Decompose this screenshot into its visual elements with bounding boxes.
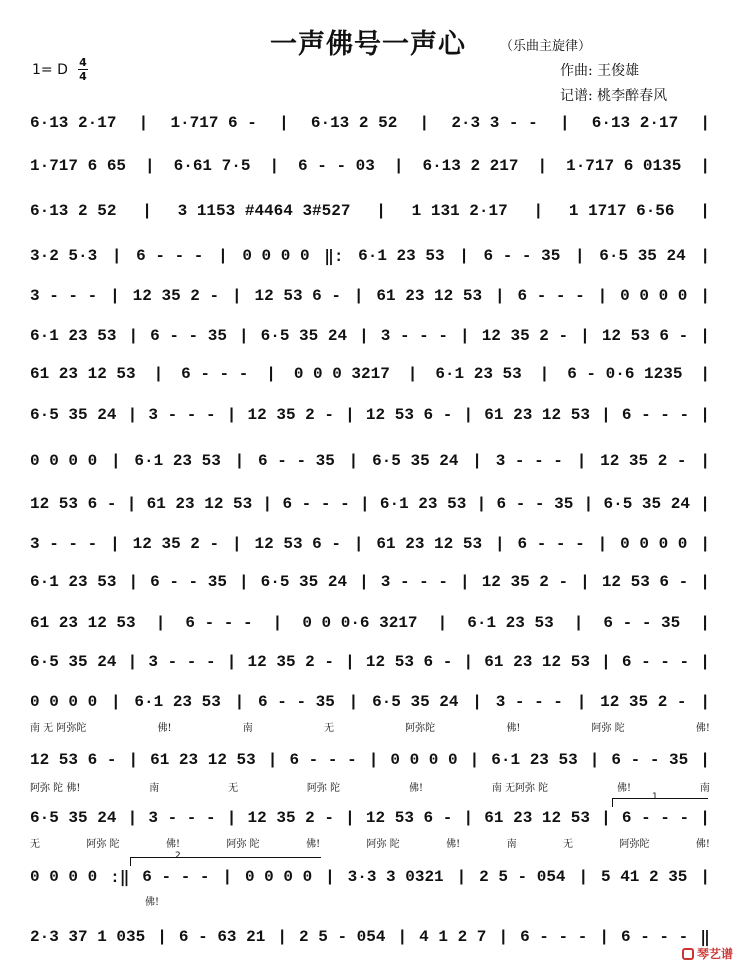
barline: | — [345, 809, 355, 827]
measure: 61 23 12 53 — [484, 809, 590, 827]
measure: 6·13 2 52 — [30, 202, 117, 220]
measure: 6·1 23 53 — [358, 247, 445, 265]
measure: 6·1 23 53 — [435, 365, 522, 383]
measure: 6·13 2·17 — [591, 114, 679, 132]
barline: :‖ — [110, 869, 130, 887]
barline: | — [700, 535, 710, 553]
score-row — [30, 404, 710, 426]
barline: | — [576, 452, 587, 470]
barline: | — [700, 287, 710, 305]
lyric-line — [30, 835, 710, 850]
barline: | — [157, 928, 167, 946]
barline: | — [325, 868, 335, 886]
measure: 6 - - - — [520, 928, 588, 946]
barline: | — [469, 751, 480, 769]
measure: 6 - - 35 — [258, 452, 335, 470]
measure: 6 - - - — [517, 287, 585, 305]
measure: 12 35 2 - — [132, 287, 220, 305]
barline: | — [700, 809, 710, 827]
measure: 61 23 12 53 — [30, 365, 136, 383]
barline: | — [234, 452, 245, 470]
barline: | — [238, 327, 249, 345]
measure: 3 - - - — [148, 406, 216, 424]
barline: | — [601, 653, 611, 671]
measure: 2·3 37 1 035 — [30, 928, 146, 946]
barline: | — [218, 247, 228, 265]
measure: 6·5 35 24 — [30, 653, 117, 671]
measure: 3·3 3 0321 — [347, 868, 444, 886]
measure: 12 53 6 - — [254, 287, 341, 305]
lyric-word: 南 — [699, 783, 710, 794]
barline: | — [128, 573, 139, 591]
barline: | — [476, 495, 487, 513]
score-row — [30, 571, 710, 593]
barline: | — [345, 653, 355, 671]
measure: 6 - - - — [621, 809, 690, 827]
transcriber-credit: 记谱: 桃李醉春风 — [560, 88, 668, 104]
barline: | — [472, 693, 482, 711]
measure: 6·1 23 53 — [134, 693, 221, 711]
barline: | — [498, 928, 509, 946]
measure: 0 0 0 0 — [30, 693, 98, 711]
measure: 12 53 6 - — [30, 495, 117, 513]
measure: 6·5 35 24 — [30, 406, 117, 424]
score-row — [30, 691, 710, 713]
barline: | — [226, 406, 237, 424]
barline: | — [578, 868, 589, 886]
time-bottom: 4 — [79, 70, 87, 83]
barline: | — [700, 614, 710, 632]
lyric-word: 南 无 阿弥陀 — [30, 723, 87, 734]
barline: | — [700, 202, 710, 220]
measure: 6 - - 35 — [483, 247, 561, 265]
barline: | — [393, 157, 404, 175]
barline: | — [573, 614, 584, 632]
barline: | — [700, 157, 710, 175]
score-row — [30, 807, 710, 829]
barline: | — [700, 327, 710, 345]
lyric-line — [145, 893, 175, 908]
barline: | — [700, 693, 710, 711]
barline: | — [700, 406, 710, 424]
lyric-word: 阿弥 陀 — [226, 839, 260, 850]
measure: 6 - - 35 — [496, 495, 574, 513]
barline: | — [368, 751, 379, 769]
barline: | — [272, 614, 283, 632]
barline: | — [142, 202, 152, 220]
measure: 3 1153 #4464 3#527 — [177, 202, 351, 220]
measure: 6 - - - — [142, 868, 210, 886]
measure: 0 0 0 0 — [620, 287, 688, 305]
measure: 6·1 23 53 — [379, 495, 467, 513]
volta-bracket-2 — [130, 857, 321, 866]
lyric-word: 无 — [228, 783, 239, 794]
time-signature — [78, 57, 88, 82]
barline: | — [269, 157, 280, 175]
measure: 6 - - - — [621, 406, 690, 424]
barline: | — [494, 287, 505, 305]
lyric-word: 佛! — [408, 783, 423, 794]
barline: | — [537, 157, 548, 175]
barline: | — [110, 287, 120, 305]
barline: | — [419, 114, 430, 132]
volta-label-1: 1 — [652, 792, 658, 802]
score-row — [30, 493, 710, 515]
lyric-word: 无 — [30, 839, 40, 850]
barline: | — [700, 573, 710, 591]
score-row — [30, 112, 710, 134]
barline: | — [262, 495, 273, 513]
score-row — [30, 450, 710, 472]
score-row — [30, 285, 710, 307]
measure: 3 - - - — [30, 535, 98, 553]
measure: 6 - - - — [621, 653, 690, 671]
measure: 6·1 23 53 — [30, 327, 117, 345]
score-row — [30, 245, 710, 267]
lyric-word: 阿弥 陀 佛! — [30, 783, 81, 794]
measure: 12 35 2 - — [481, 573, 569, 591]
measure: 6 - - 35 — [150, 327, 227, 345]
barline: | — [359, 495, 370, 513]
measure: 0 0 0 0 — [390, 751, 458, 769]
measure: 6·5 35 24 — [260, 573, 348, 591]
barline: | — [460, 573, 470, 591]
barline: | — [601, 406, 611, 424]
score-row — [30, 749, 710, 771]
measure: 12 53 6 - — [365, 809, 453, 827]
barline: | — [353, 287, 364, 305]
lyric-word: 阿弥陀 — [619, 839, 650, 850]
barline: ‖ — [700, 929, 710, 947]
key-signature: 1= D — [32, 62, 68, 78]
lyric-word: 阿弥 陀 — [591, 723, 625, 734]
measure: 2 5 - 054 — [299, 928, 386, 946]
barline: | — [128, 327, 139, 345]
song-subtitle: （乐曲主旋律） — [500, 39, 592, 54]
barline: | — [353, 535, 364, 553]
measure: 0 0 0 0 — [30, 452, 98, 470]
measure: 3 - - - — [148, 653, 216, 671]
measure: 6·5 35 24 — [30, 809, 117, 827]
volta-bracket-1 — [612, 798, 708, 807]
lyric-word: 佛! — [617, 783, 632, 794]
watermark-text: 琴艺谱 — [696, 947, 733, 961]
lyric-line — [30, 779, 710, 794]
barline: | — [700, 365, 710, 383]
measure: 1·717 6 0135 — [566, 157, 682, 175]
barline: | — [456, 868, 467, 886]
measure: 61 23 12 53 — [376, 287, 483, 305]
barline: | — [111, 693, 121, 711]
measure: 6·5 35 24 — [372, 452, 459, 470]
measure: 6 - - 35 — [611, 751, 689, 769]
score-row — [30, 612, 710, 634]
barline: | — [238, 573, 249, 591]
measure: 3 - - - — [380, 573, 448, 591]
barline: | — [138, 114, 149, 132]
measure: 6 - - - — [282, 495, 350, 513]
measure: 2·3 3 - - — [451, 114, 538, 132]
barline: | — [359, 573, 369, 591]
barline: | — [494, 535, 505, 553]
barline: | — [700, 452, 710, 470]
measure: 1·717 6 - — [170, 114, 257, 132]
measure: 6 - - - — [517, 535, 585, 553]
measure: 6·1 23 53 — [134, 452, 221, 470]
lyric-word: 佛! — [695, 839, 710, 850]
time-top: 4 — [79, 56, 87, 69]
measure: 1 1717 6·56 — [568, 202, 675, 220]
barline: | — [700, 247, 710, 265]
measure: 0 0 0 0 — [244, 868, 313, 886]
lyric-word: 南 — [242, 723, 253, 734]
barline: | — [128, 751, 139, 769]
barline: | — [153, 365, 164, 383]
measure: 61 23 12 53 — [146, 495, 253, 513]
barline: | — [267, 751, 278, 769]
score-row — [30, 200, 710, 222]
barline: | — [222, 868, 233, 886]
barline: | — [226, 653, 237, 671]
lyric-word: 阿弥陀 — [405, 723, 436, 734]
lyric-word: 佛! — [446, 839, 461, 850]
measure: 3 - - - — [30, 287, 98, 305]
barline: | — [234, 693, 245, 711]
measure: 1·717 6 65 — [30, 157, 127, 175]
barline: | — [145, 157, 155, 175]
watermark — [682, 945, 733, 962]
barline: | — [533, 202, 544, 220]
measure: 6·5 35 24 — [599, 247, 686, 265]
measure: 0 0 0 0 — [242, 247, 310, 265]
measure: 12 53 6 - — [601, 573, 689, 591]
lyric-line — [30, 719, 710, 734]
barline: | — [460, 327, 470, 345]
measure: 6 - 0·6 1235 — [567, 365, 683, 383]
score-row — [30, 651, 710, 673]
measure: 12 53 6 - — [365, 653, 453, 671]
measure: 6 - - - — [289, 751, 357, 769]
measure: 12 53 6 - — [254, 535, 341, 553]
score-row — [30, 363, 710, 385]
measure: 6·1 23 53 — [30, 573, 117, 591]
measure: 6·13 2 217 — [422, 157, 519, 175]
barline: | — [700, 751, 710, 769]
measure: 12 35 2 - — [481, 327, 569, 345]
barline: ‖: — [324, 248, 344, 266]
barline: | — [407, 365, 418, 383]
measure: 12 53 6 - — [601, 327, 689, 345]
barline: | — [127, 406, 138, 424]
measure: 12 35 2 - — [132, 535, 220, 553]
barline: | — [463, 653, 474, 671]
barline: | — [232, 287, 242, 305]
barline: | — [597, 287, 608, 305]
measure: 0 0 0 3217 — [293, 365, 390, 383]
barline: | — [463, 406, 474, 424]
barline: | — [348, 452, 359, 470]
barline: | — [111, 452, 121, 470]
score-row — [30, 155, 710, 177]
barline: | — [459, 247, 469, 265]
measure: 3 - - - — [380, 327, 448, 345]
measure: 6 - - 35 — [258, 693, 335, 711]
barline: | — [348, 693, 359, 711]
measure: 0 0 0·6 3217 — [302, 614, 418, 632]
barline: | — [277, 928, 287, 946]
measure: 6·1 23 53 — [491, 751, 578, 769]
barline: | — [597, 535, 608, 553]
barline: | — [700, 495, 710, 513]
measure: 61 23 12 53 — [150, 751, 256, 769]
measure: 61 23 12 53 — [30, 614, 136, 632]
lyric-word: 佛! — [166, 839, 181, 850]
lyric-word: 佛! — [695, 723, 710, 734]
measure: 61 23 12 53 — [484, 653, 590, 671]
measure: 0 0 0 0 — [30, 868, 98, 886]
lyric-word: 佛! — [157, 723, 172, 734]
measure: 12 53 6 - — [30, 751, 117, 769]
measure: 12 53 6 - — [365, 406, 453, 424]
lyric-word: 佛! — [145, 897, 160, 908]
barline: | — [397, 928, 408, 946]
measure: 3·2 5·3 — [30, 247, 98, 265]
score-row — [30, 866, 710, 888]
measure: 3 - - - — [495, 452, 563, 470]
lyric-word: 无 — [323, 723, 334, 734]
volta-label-2: 2 — [175, 851, 181, 861]
measure: 4 1 2 7 — [419, 928, 487, 946]
barline: | — [700, 868, 710, 886]
measure: 6 - - 03 — [298, 157, 375, 175]
barline: | — [472, 452, 482, 470]
score-row — [30, 533, 710, 555]
barline: | — [575, 247, 585, 265]
lyric-word: 阿弥 陀 — [366, 839, 400, 850]
song-title: 一声佛号一声心 — [270, 29, 466, 60]
logo-icon — [682, 948, 694, 960]
lyric-word: 佛! — [306, 839, 321, 850]
barline: | — [359, 327, 369, 345]
measure: 6 - 63 21 — [178, 928, 266, 946]
barline: | — [599, 928, 609, 946]
measure: 12 35 2 - — [247, 809, 334, 827]
barline: | — [126, 495, 137, 513]
barline: | — [583, 495, 594, 513]
barline: | — [279, 114, 289, 132]
lyric-word: 佛! — [506, 723, 521, 734]
lyric-word: 无 — [563, 839, 574, 850]
measure: 6·5 35 24 — [603, 495, 690, 513]
measure: 6·1 23 53 — [467, 614, 554, 632]
measure: 3 - - - — [495, 693, 563, 711]
composer-credit: 作曲: 王俊雄 — [560, 63, 640, 79]
measure: 6 - - 35 — [603, 614, 681, 632]
lyric-word: 阿弥 陀 — [306, 783, 341, 794]
measure: 6·5 35 24 — [260, 327, 348, 345]
measure: 2 5 - 054 — [479, 868, 566, 886]
measure: 61 23 12 53 — [484, 406, 590, 424]
measure: 0 0 0 0 — [620, 535, 688, 553]
measure: 6 - - 35 — [150, 573, 227, 591]
measure: 6·13 2 52 — [310, 114, 398, 132]
measure: 6 - - - — [185, 614, 253, 632]
measure: 6 - - - — [621, 928, 689, 946]
measure: 3 - - - — [148, 809, 216, 827]
barline: | — [232, 535, 242, 553]
barline: | — [576, 693, 587, 711]
measure: 12 35 2 - — [247, 653, 334, 671]
barline: | — [266, 365, 276, 383]
measure: 6 - - - — [181, 365, 249, 383]
barline: | — [580, 573, 590, 591]
measure: 6·5 35 24 — [372, 693, 459, 711]
barline: | — [437, 614, 448, 632]
measure: 6·61 7·5 — [173, 157, 251, 175]
measure: 6 - - - — [136, 247, 204, 265]
lyric-word: 南 — [506, 839, 517, 850]
measure: 12 35 2 - — [600, 452, 687, 470]
barline: | — [700, 114, 710, 132]
measure: 61 23 12 53 — [376, 535, 483, 553]
measure: 12 35 2 - — [247, 406, 334, 424]
measure: 5 41 2 35 — [600, 868, 688, 886]
score-row — [30, 926, 710, 948]
score-row — [30, 325, 710, 347]
barline: | — [559, 114, 570, 132]
barline: | — [226, 809, 237, 827]
barline: | — [580, 327, 590, 345]
barline: | — [127, 653, 138, 671]
barline: | — [589, 751, 600, 769]
barline: | — [539, 365, 550, 383]
measure: 1 131 2·17 — [411, 202, 508, 220]
barline: | — [601, 809, 611, 827]
barline: | — [345, 406, 355, 424]
barline: | — [127, 809, 138, 827]
lyric-word: 阿弥 陀 — [86, 839, 120, 850]
lyric-word: 南 — [149, 783, 160, 794]
barline: | — [155, 614, 166, 632]
barline: | — [111, 247, 122, 265]
barline: | — [376, 202, 386, 220]
barline: | — [700, 653, 710, 671]
measure: 6·13 2·17 — [30, 114, 117, 132]
lyric-word: 南 无阿弥 陀 — [491, 783, 549, 794]
measure: 12 35 2 - — [600, 693, 687, 711]
barline: | — [463, 809, 474, 827]
barline: | — [110, 535, 120, 553]
